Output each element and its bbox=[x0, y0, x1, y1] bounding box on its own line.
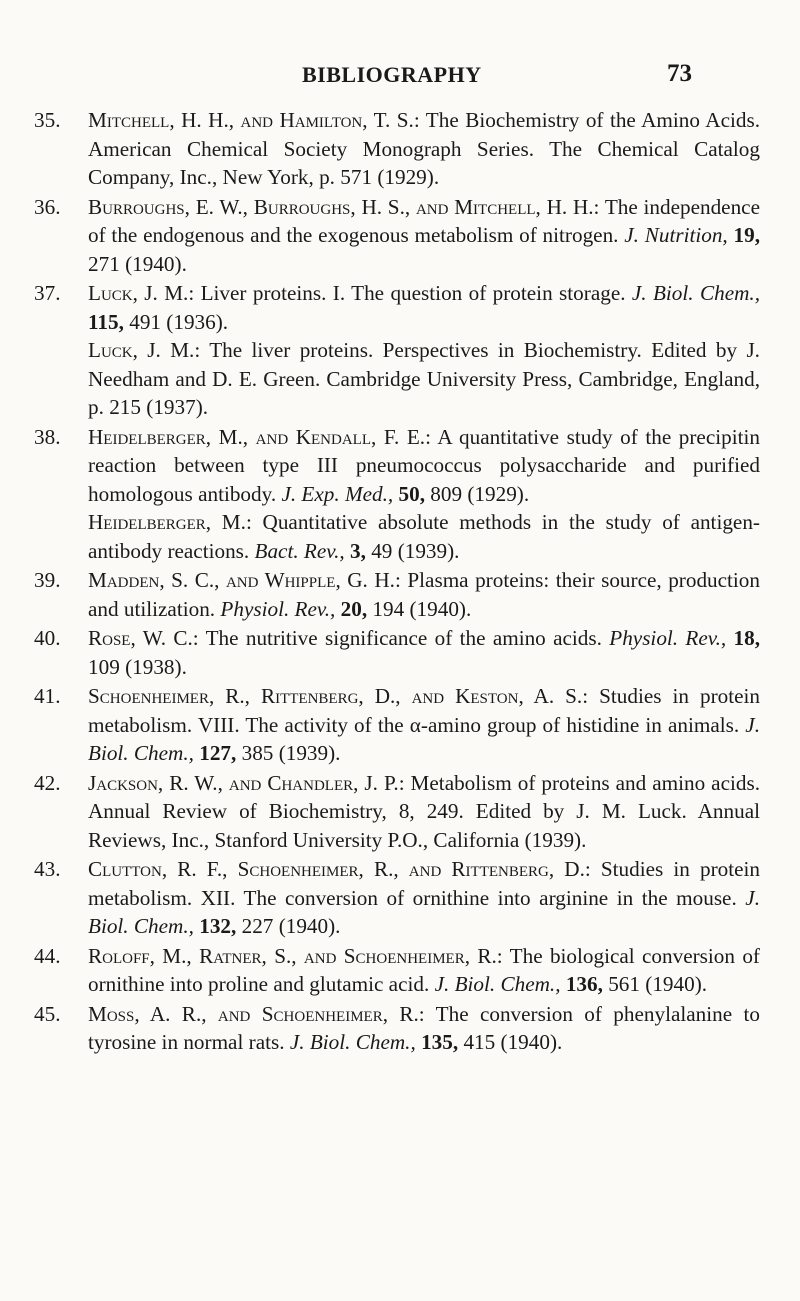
entry-citation bbox=[88, 855, 760, 941]
entry-volume: 135, bbox=[421, 1030, 459, 1054]
entry-volume: 115, bbox=[88, 309, 124, 334]
entry-citation bbox=[88, 624, 760, 681]
entry-text: : Quantitative absolute methods in the study of antigen-antibody reactions. bbox=[88, 510, 760, 563]
entry-authors: Heidelberger, M., and Kendall, F. E. bbox=[88, 424, 426, 449]
entry-volume: 50, bbox=[398, 481, 425, 506]
entry-authors: Clutton, R. F., Schoenheimer, R., and Rittenberg, D. bbox=[88, 857, 585, 881]
entry-text: : The nutritive significance of the amino acids. bbox=[192, 626, 610, 650]
entry-number: 39. bbox=[34, 568, 61, 592]
bibliography-entry bbox=[34, 682, 760, 768]
entry-text: : The conversion of phenylalanine to tyrosine in normal rats. bbox=[88, 1001, 760, 1054]
entry-authors: Madden, S. C., and Whipple, G. H. bbox=[88, 568, 395, 592]
page-number: 73 bbox=[667, 60, 692, 87]
entry-citation bbox=[88, 508, 760, 565]
bibliography-entry bbox=[34, 624, 760, 681]
entry-text: : Plasma proteins: their source, production and utilization. bbox=[88, 568, 760, 621]
entry-journal: J. Biol. Chem., bbox=[289, 1030, 416, 1054]
entry-text: : The biological conversion of ornithine into proline and glutamic acid. bbox=[88, 943, 760, 996]
entry-citation bbox=[88, 193, 760, 279]
entry-text: : Metabolism of proteins and amino acids. Annual Review of Biochemistry, 8, 249. Edited by J. M. Luck. Annual Reviews, Inc., Stanford University P.O., California (1939). bbox=[88, 770, 760, 852]
entry-journal: J. Exp. Med., bbox=[281, 481, 394, 506]
entry-number: 35. bbox=[34, 108, 61, 132]
bibliography-entry bbox=[34, 106, 760, 192]
entry-citation bbox=[88, 769, 760, 855]
bibliography-entry bbox=[34, 855, 760, 941]
entry-journal: J. Biol. Chem., bbox=[434, 972, 561, 996]
bibliography-entry bbox=[34, 193, 760, 279]
entry-number: 36. bbox=[34, 194, 61, 219]
entry-authors: Schoenheimer, R., Rittenberg, D., and Keston, A. S. bbox=[88, 684, 583, 708]
entry-number: 42. bbox=[34, 770, 61, 795]
entry-text: : The liver proteins. Perspectives in Biochemistry. Edited by J. Needham and D. E. Green. Cambridge University Press, Cambridge, England, p. 215 (1937). bbox=[88, 338, 760, 419]
entry-number: 38. bbox=[34, 424, 61, 449]
entry-volume: 18, bbox=[733, 626, 760, 650]
entry-text: 194 (1940). bbox=[367, 596, 472, 621]
entry-authors: Rose, W. C. bbox=[88, 626, 193, 650]
entry-text: : A quantitative study of the precipitin reaction between type III pneumococcus polysaccharide and purified homologous antibody. bbox=[88, 424, 760, 506]
entry-citation bbox=[88, 106, 760, 192]
bibliography-entry bbox=[34, 423, 760, 566]
entry-text: 227 (1940). bbox=[236, 914, 341, 938]
entry-authors: Jackson, R. W., and Chandler, J. P. bbox=[88, 770, 399, 795]
entry-citation bbox=[88, 423, 760, 509]
entry-authors: Luck, J. M. bbox=[88, 338, 195, 362]
entry-journal: J. Biol. Chem., bbox=[88, 885, 760, 938]
entry-text: : Studies in protein metabolism. XII. The conversion of ornithine into arginine in the mouse. bbox=[88, 857, 760, 910]
bibliography-entry bbox=[34, 279, 760, 422]
entry-number: 43. bbox=[34, 857, 61, 881]
entry-journal: Bact. Rev., bbox=[254, 538, 345, 563]
entry-volume: 136, bbox=[565, 972, 603, 996]
entry-volume: 3, bbox=[350, 538, 366, 563]
entry-number: 45. bbox=[34, 1001, 61, 1026]
entry-text: : The independence of the endogenous and the exogenous metabolism of nitrogen. bbox=[88, 194, 760, 247]
entry-volume: 19, bbox=[733, 223, 760, 247]
entry-authors: Roloff, M., Ratner, S., and Schoenheimer, R. bbox=[88, 943, 497, 968]
entry-journal: J. Nutrition, bbox=[624, 223, 728, 247]
entry-text: 561 (1940). bbox=[602, 972, 708, 996]
entry-text bbox=[726, 626, 733, 650]
entry-citation bbox=[88, 279, 760, 336]
entry-citation bbox=[88, 336, 760, 422]
entry-journal: J. Biol. Chem., bbox=[88, 712, 760, 765]
entry-volume: 20, bbox=[340, 596, 368, 621]
bibliography-entry bbox=[34, 769, 760, 855]
entry-text: 109 (1938). bbox=[88, 654, 187, 679]
entry-number: 44. bbox=[34, 943, 61, 968]
entry-text: 491 (1936). bbox=[123, 309, 229, 334]
entry-volume: 127, bbox=[199, 741, 237, 765]
entry-text: 809 (1929). bbox=[425, 481, 530, 506]
bibliography-list bbox=[34, 106, 760, 1057]
entry-journal: J. Biol. Chem., bbox=[631, 281, 760, 305]
entry-authors: Burroughs, E. W., Burroughs, H. S., and Mitchell, H. H. bbox=[88, 194, 594, 219]
entry-authors: Luck, J. M. bbox=[88, 281, 189, 305]
entry-text: : Studies in protein metabolism. VIII. The activity of the α-amino group of histidine in animals. bbox=[88, 684, 760, 737]
entry-number: 40. bbox=[34, 626, 61, 650]
entry-number: 41. bbox=[34, 684, 61, 708]
entry-journal: Physiol. Rev., bbox=[220, 596, 336, 621]
entry-text: : Liver proteins. I. The question of protein storage. bbox=[188, 281, 632, 305]
entry-citation bbox=[88, 682, 760, 768]
entry-text: 271 (1940). bbox=[88, 251, 187, 276]
bibliography-entry bbox=[34, 1000, 760, 1057]
entry-citation bbox=[88, 942, 760, 999]
bibliography-entry bbox=[34, 942, 760, 999]
entry-authors: Mitchell, H. H., and Hamilton, T. S. bbox=[88, 108, 414, 132]
entry-text: 385 (1939). bbox=[236, 741, 341, 765]
entry-volume: 132, bbox=[199, 914, 237, 938]
entry-number: 37. bbox=[34, 281, 61, 305]
entry-citation bbox=[88, 566, 760, 623]
entry-journal: Physiol. Rev., bbox=[609, 626, 727, 650]
entry-authors: Heidelberger, M. bbox=[88, 510, 246, 534]
bibliography-entry bbox=[34, 566, 760, 623]
entry-text: : The Biochemistry of the Amino Acids. American Chemical Society Monograph Series. The Chemical Catalog Company, Inc., New York, p. 571 (1929). bbox=[88, 108, 760, 189]
running-head: BIBLIOGRAPHY bbox=[302, 62, 482, 87]
entry-text: 415 (1940). bbox=[458, 1030, 563, 1054]
entry-text: 49 (1939). bbox=[365, 538, 460, 563]
entry-authors: Moss, A. R., and Schoenheimer, R. bbox=[88, 1001, 419, 1026]
page-header bbox=[48, 62, 760, 96]
entry-citation bbox=[88, 1000, 760, 1057]
